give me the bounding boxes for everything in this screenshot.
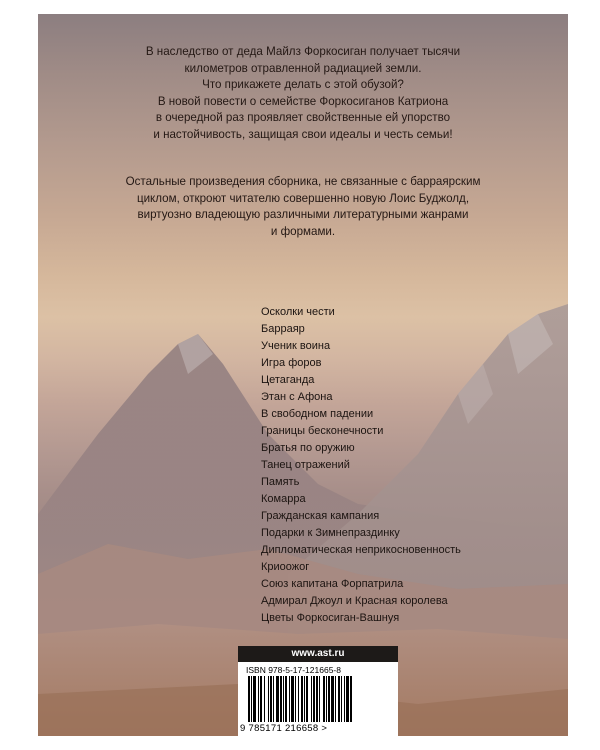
list-item: Братья по оружию xyxy=(261,442,355,454)
blurb-paragraph-1 xyxy=(38,44,568,143)
isbn-label: ISBN 978-5-17-121665-8 xyxy=(246,665,341,675)
list-item: Ученик воина xyxy=(261,340,331,352)
list-item: Адмирал Джоул и Красная королева xyxy=(261,595,448,607)
blurb-line: Что прикажете делать с этой обузой? xyxy=(202,78,404,91)
list-item: Барраяр xyxy=(261,323,305,335)
blurb-line: циклом, откроют читателю совершенно новую Лоис Буджолд, xyxy=(136,191,470,205)
list-item: Дипломатическая неприкосновенность xyxy=(261,544,461,556)
publisher-website: www.ast.ru xyxy=(238,646,398,662)
list-item: Цветы Форкосиган-Вашнуя xyxy=(261,612,400,624)
list-item: Подарки к Зимнепраздинку xyxy=(261,527,400,539)
barcode-area xyxy=(238,662,398,736)
blurb-line: километров отравленной радиацией земли. xyxy=(184,61,422,75)
list-item: Союз капитана Форпатрила xyxy=(261,578,404,590)
list-item: Цетаганда xyxy=(261,374,315,386)
list-item: В свободном падении xyxy=(261,408,374,420)
barcode-block xyxy=(238,646,398,736)
blurb-line: в очередной раз проявляет свойственные ей упорство xyxy=(155,111,451,124)
list-item: Криоожог xyxy=(261,561,310,573)
list-item: Комарра xyxy=(261,493,306,505)
blurb-line: виртуозно владеющую различными литературными жанрами xyxy=(137,208,469,221)
list-item: Гражданская кампания xyxy=(261,510,380,522)
list-item: Границы бесконечности xyxy=(261,425,384,437)
list-item: Этан с Афона xyxy=(261,391,333,403)
blurb-paragraph-2 xyxy=(38,174,568,240)
list-item: Танец отражений xyxy=(261,459,350,471)
blurb-line: В новой повести о семействе Форкосиганов Катриона xyxy=(157,94,449,108)
barcode-digits: 9 785171 216658 > xyxy=(240,723,328,734)
barcode-bars xyxy=(246,676,392,722)
list-item: Память xyxy=(261,476,300,488)
blurb-line: В наследство от деда Майлз Форкосиган получает тысячи xyxy=(145,45,461,58)
book-titles-list xyxy=(261,304,461,627)
blurb-line: и настойчивость, защищая свои идеалы и честь семьи! xyxy=(153,127,453,141)
list-item: Осколки чести xyxy=(261,306,335,318)
blurb-line: Остальные произведения сборника, не связанные с барраярским xyxy=(125,175,481,188)
blurb-line: и формами. xyxy=(270,224,336,238)
book-back-cover xyxy=(38,14,568,736)
list-item: Игра форов xyxy=(261,357,322,369)
